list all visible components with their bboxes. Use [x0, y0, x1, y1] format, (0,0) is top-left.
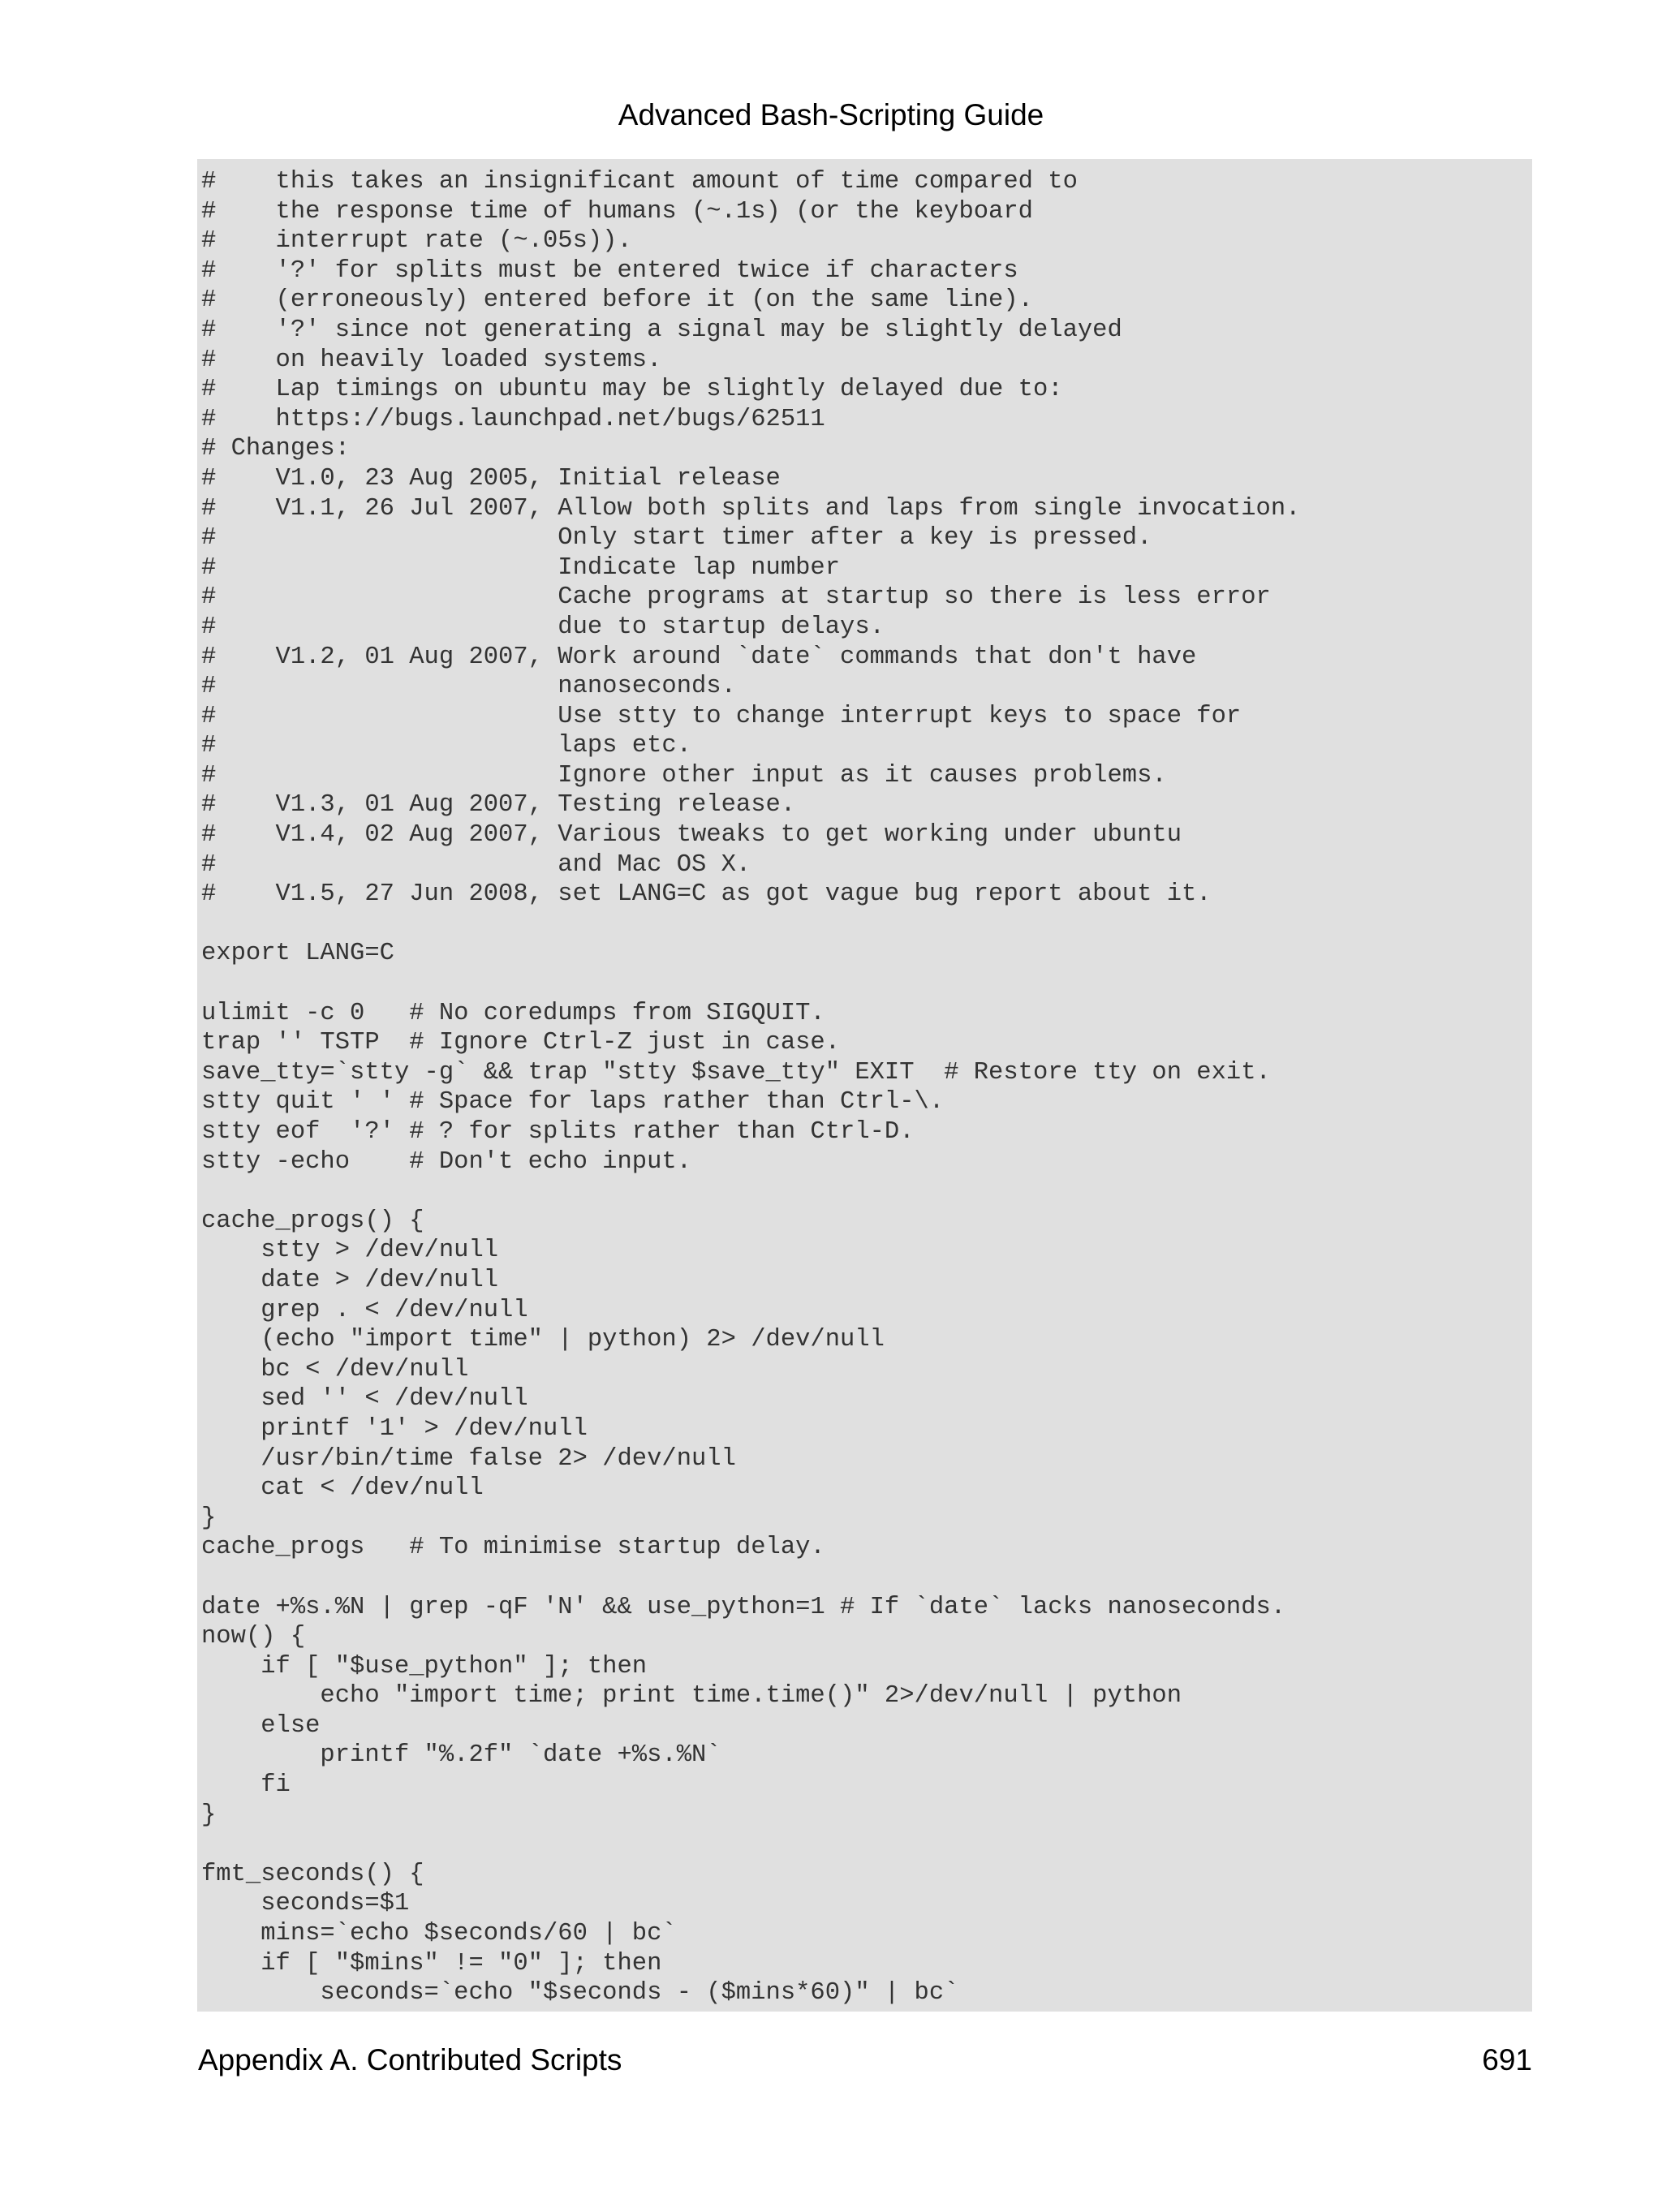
page-title: Advanced Bash-Scripting Guide	[618, 98, 1044, 131]
code-line: date > /dev/null	[201, 1266, 499, 1294]
code-line: # '?' for splits must be entered twice if characters	[201, 256, 1018, 285]
code-line: }	[201, 1504, 217, 1532]
code-line	[201, 1830, 1532, 1860]
code-line: mins=`echo $seconds/60 | bc`	[201, 1920, 677, 1948]
code-line: # interrupt rate (~.05s)).	[201, 227, 632, 256]
code-line: # due to startup delays.	[201, 613, 885, 641]
code-line: # laps etc.	[201, 732, 691, 760]
code-line: # '?' since not generating a signal may be slightly delayed	[201, 316, 1122, 344]
code-line: grep . < /dev/null	[201, 1296, 528, 1324]
code-line: cache_progs # To minimise startup delay.	[201, 1534, 825, 1562]
code-line: # https://bugs.launchpad.net/bugs/62511	[201, 405, 825, 433]
code-line: bc < /dev/null	[201, 1355, 469, 1384]
code-line: seconds=`echo "$seconds - ($mins*60)" | bc`	[201, 1979, 959, 2008]
code-line: else	[201, 1711, 321, 1740]
code-line: # V1.3, 01 Aug 2007, Testing release.	[201, 791, 796, 820]
code-line: # V1.4, 02 Aug 2007, Various tweaks to get working under ubuntu	[201, 821, 1182, 850]
code-line: printf "%.2f" `date +%s.%N`	[201, 1741, 721, 1770]
code-line: /usr/bin/time false 2> /dev/null	[201, 1444, 736, 1473]
code-line: ulimit -c 0 # No coredumps from SIGQUIT.	[201, 999, 825, 1027]
code-line	[201, 1563, 1532, 1593]
code-line: trap '' TSTP # Ignore Ctrl-Z just in case.	[201, 1029, 841, 1057]
code-line: # Lap timings on ubuntu may be slightly delayed due to:	[201, 376, 1063, 404]
code-line: # Only start timer after a key is pressed.	[201, 524, 1152, 553]
code-line: # nanoseconds.	[201, 673, 736, 701]
code-line	[201, 969, 1532, 999]
code-line	[201, 1177, 1532, 1207]
code-line: now() {	[201, 1623, 306, 1651]
code-line: stty -echo # Don't echo input.	[201, 1147, 691, 1176]
code-line: cache_progs() {	[201, 1207, 424, 1235]
code-line: # V1.1, 26 Jul 2007, Allow both splits and laps from single invocation.	[201, 494, 1301, 523]
code-line: if [ "$mins" != "0" ]; then	[201, 1949, 662, 1977]
code-listing	[197, 159, 1532, 2012]
code-line: export LANG=C	[201, 940, 394, 968]
code-line: fi	[201, 1771, 291, 1800]
code-line: stty > /dev/null	[201, 1237, 499, 1265]
code-line: # on heavily loaded systems.	[201, 346, 662, 374]
code-line: # Indicate lap number	[201, 553, 841, 582]
code-line: fmt_seconds() {	[201, 1860, 424, 1888]
code-line: # Cache programs at startup so there is less error	[201, 583, 1271, 612]
code-line: # the response time of humans (~.1s) (or the keyboard	[201, 197, 1033, 226]
code-line: seconds=$1	[201, 1890, 410, 1918]
code-line: (echo "import time" | python) 2> /dev/null	[201, 1326, 885, 1354]
page-number: 691	[1482, 2043, 1532, 2076]
code-line: # (erroneously) entered before it (on the same line).	[201, 286, 1033, 315]
code-line: if [ "$use_python" ]; then	[201, 1652, 648, 1681]
code-line: # V1.5, 27 Jun 2008, set LANG=C as got vague bug report about it.	[201, 880, 1212, 909]
code-line	[201, 910, 1532, 940]
code-line: # V1.2, 01 Aug 2007, Work around `date` commands that don't have	[201, 643, 1197, 671]
code-line: # Ignore other input as it causes problems.	[201, 761, 1167, 790]
code-line: stty quit ' ' # Space for laps rather than Ctrl-\.	[201, 1088, 945, 1117]
code-line: printf '1' > /dev/null	[201, 1414, 588, 1443]
code-line: }	[201, 1801, 217, 1829]
code-line: save_tty=`stty -g` && trap "stty $save_tty" EXIT # Restore tty on exit.	[201, 1058, 1271, 1087]
code-line: echo "import time; print time.time()" 2>/dev/null | python	[201, 1682, 1182, 1711]
code-line: # and Mac OS X.	[201, 850, 751, 879]
code-line: sed '' < /dev/null	[201, 1385, 528, 1414]
code-line: stty eof '?' # ? for splits rather than Ctrl-D.	[201, 1118, 915, 1146]
code-line: # Changes:	[201, 435, 351, 463]
code-line: # Use stty to change interrupt keys to space for	[201, 702, 1242, 730]
code-line: date +%s.%N | grep -qF 'N' && use_python=1 # If `date` lacks nanoseconds.	[201, 1593, 1286, 1621]
code-line: cat < /dev/null	[201, 1474, 484, 1503]
footer-section-title: Appendix A. Contributed Scripts	[198, 2043, 622, 2076]
code-line: # V1.0, 23 Aug 2005, Initial release	[201, 464, 781, 493]
code-line: # this takes an insignificant amount of time compared to	[201, 168, 1078, 196]
